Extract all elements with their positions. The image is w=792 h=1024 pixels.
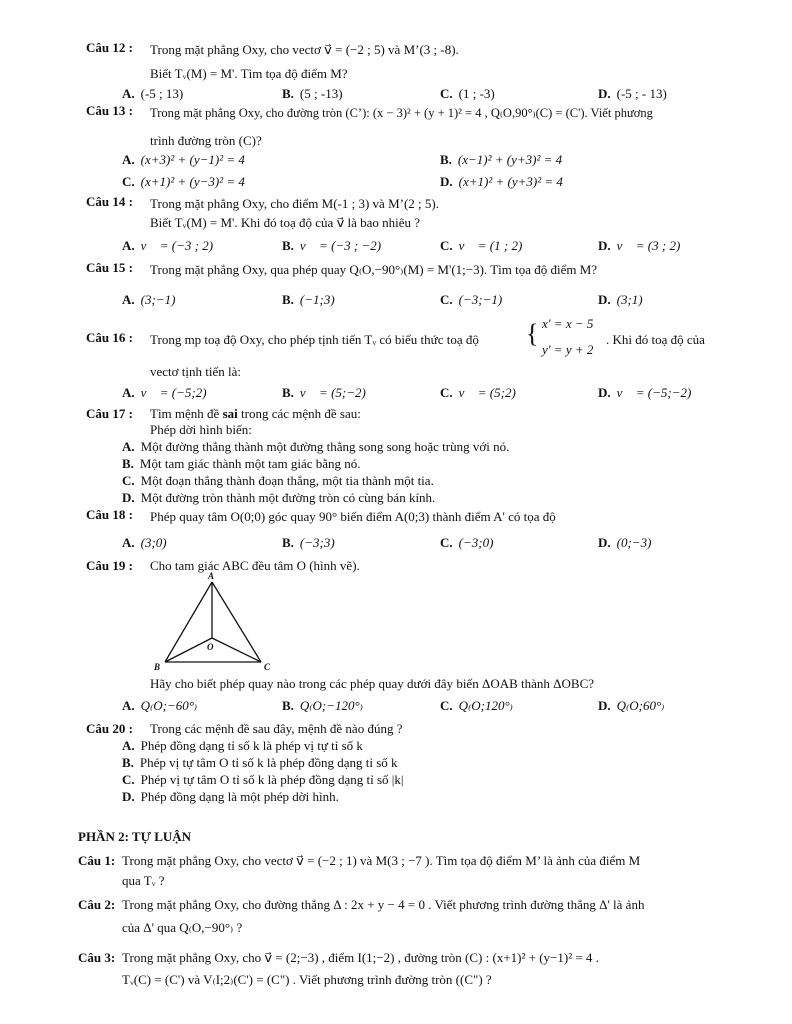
opt-key: B. xyxy=(440,152,452,167)
q19-text2: Hãy cho biết phép quay nào trong các phép quay dưới đây biến ΔOAB thành ΔOBC? xyxy=(150,676,595,691)
essay2-text2: của Δ' qua Q₍O,−90°₎ ? xyxy=(122,920,243,935)
q12-text2: Biết Tᵥ(M) = M'. Tìm tọa độ điểm M? xyxy=(150,66,348,81)
vertex-a-label: A xyxy=(208,571,215,581)
opt-key: B. xyxy=(282,535,294,550)
opt-value: v⃗ = (−3 ; −2) xyxy=(299,238,382,253)
center-o-label: O xyxy=(207,642,214,652)
opt-key: A. xyxy=(122,292,135,307)
q19-text: Cho tam giác ABC đều tâm O (hình vẽ). xyxy=(150,558,360,573)
q14-opt-b[interactable] xyxy=(282,238,381,254)
q16-label: Câu 16 : xyxy=(86,330,133,345)
essay3-label: Câu 3: xyxy=(78,950,116,965)
opt-value: (5 ; -13) xyxy=(299,86,343,101)
opt-key: D. xyxy=(598,535,611,550)
opt-key: D. xyxy=(598,698,611,713)
opt-value: (-5 ; 13) xyxy=(140,86,184,101)
opt-value: (-5 ; - 13) xyxy=(616,86,667,101)
essay1-text2: qua Tᵥ ? xyxy=(122,873,165,888)
opt-value: Phép đồng dạng là một phép dời hình. xyxy=(140,789,339,804)
q15-opt-c[interactable] xyxy=(440,292,502,308)
q19-opt-c[interactable] xyxy=(440,698,513,714)
opt-key: A. xyxy=(122,86,135,101)
q13-text: Trong mặt phẳng Oxy, cho đường tròn (C’): (x − 3)² + (y + 1)² = 4 , Q₍O,90°₎(C) = (C'). Viết phương xyxy=(150,106,653,120)
opt-key: C. xyxy=(440,292,453,307)
opt-key: B. xyxy=(282,238,294,253)
opt-key: D. xyxy=(122,490,135,505)
essay3-text: Trong mặt phẳng Oxy, cho v⃗ = (2;−3) , điểm I(1;−2) , đường tròn (C) : (x+1)² + (y−1)² = 4 . xyxy=(122,950,599,965)
q13-label: Câu 13 : xyxy=(86,103,133,118)
opt-key: C. xyxy=(122,473,135,488)
opt-value: Một tam giác thành một tam giác bằng nó. xyxy=(139,456,361,471)
opt-value: (x+1)² + (y−3)² = 4 xyxy=(140,174,245,189)
q17-text-c: trong các mệnh đề sau: xyxy=(237,406,361,421)
q13-opt-c[interactable] xyxy=(122,174,245,190)
q17-opt-b[interactable] xyxy=(122,456,361,472)
opt-key: A. xyxy=(122,535,135,550)
q13-opt-d[interactable] xyxy=(440,174,563,190)
q18-text: Phép quay tâm O(0;0) góc quay 90° biến điểm A(0;3) thành điểm A' có tọa độ xyxy=(150,509,556,524)
q14-opt-d[interactable] xyxy=(598,238,680,254)
opt-value: Phép vị tự tâm O tỉ số k là phép đồng dạng tỉ số k xyxy=(139,755,398,770)
opt-key: B. xyxy=(122,456,134,471)
q19-opt-b[interactable] xyxy=(282,698,363,714)
q16-opt-b[interactable] xyxy=(282,385,366,401)
q15-opt-d[interactable] xyxy=(598,292,643,308)
opt-value: Phép vị tự tâm O tỉ số k là phép đồng dạng tỉ số |k| xyxy=(140,772,404,787)
q14-label: Câu 14 : xyxy=(86,194,133,209)
opt-value: v⃗ = (3 ; 2) xyxy=(616,238,681,253)
opt-value: v⃗ = (−3 ; 2) xyxy=(140,238,214,253)
opt-key: B. xyxy=(282,86,294,101)
q17-text2: Phép dời hình biến: xyxy=(150,422,252,437)
opt-key: C. xyxy=(440,535,453,550)
opt-key: C. xyxy=(440,385,453,400)
opt-value: v⃗ = (5;2) xyxy=(458,385,516,400)
essay3-text2: Tᵥ(C) = (C') và V₍I;2₎(C') = (C") . Viết phương trình đường tròn ((C") ? xyxy=(122,972,492,987)
opt-key: C. xyxy=(440,86,453,101)
q15-opt-a[interactable] xyxy=(122,292,175,308)
q20-text: Trong các mệnh đề sau đây, mệnh đề nào đúng ? xyxy=(150,721,403,736)
q17-text-a: Tìm mệnh đề xyxy=(150,406,223,421)
opt-key: C. xyxy=(122,772,135,787)
opt-value: (0;−3) xyxy=(616,535,652,550)
essay2-text: Trong mặt phẳng Oxy, cho đường thẳng Δ : 2x + y − 4 = 0 . Viết phương trình đường thẳng Δ' là ảnh xyxy=(122,897,645,912)
part2-title: PHẦN 2: TỰ LUẬN xyxy=(78,829,192,844)
q13-opt-a[interactable] xyxy=(122,152,245,168)
opt-key: A. xyxy=(122,238,135,253)
q19-opt-d[interactable] xyxy=(598,698,664,714)
vertex-b-label: B xyxy=(154,662,161,672)
opt-value: Q₍O;120°₎ xyxy=(458,698,513,713)
q17-opt-d[interactable] xyxy=(122,490,435,506)
q12-opt-b[interactable] xyxy=(282,86,343,102)
q14-opt-a[interactable] xyxy=(122,238,213,254)
q16-opt-a[interactable] xyxy=(122,385,207,401)
opt-value: Phép đồng dạng tỉ số k là phép vị tự tỉ số k xyxy=(140,738,363,753)
q14-opt-c[interactable] xyxy=(440,238,522,254)
q17-text xyxy=(150,406,361,422)
essay1-label: Câu 1: xyxy=(78,853,116,868)
triangle-figure xyxy=(145,570,280,672)
opt-value: (−3;3) xyxy=(299,535,335,550)
q15-text: Trong mặt phẳng Oxy, qua phép quay Q₍O,−90°₎(M) = M'(1;−3). Tìm tọa độ điểm M? xyxy=(150,262,598,277)
opt-value: Q₍O;−60°₎ xyxy=(140,698,198,713)
q20-opt-c[interactable] xyxy=(122,772,403,788)
opt-value: v⃗ = (−5;−2) xyxy=(616,385,692,400)
opt-value: Một đường tròn thành một đường tròn có cùng bán kính. xyxy=(140,490,436,505)
q20-label: Câu 20 : xyxy=(86,721,133,736)
opt-key: C. xyxy=(440,238,453,253)
q16-brace: { xyxy=(526,319,539,348)
q15-label: Câu 15 : xyxy=(86,260,133,275)
opt-value: (−1;3) xyxy=(299,292,335,307)
q18-opt-a[interactable] xyxy=(122,535,167,551)
opt-value: (3;0) xyxy=(140,535,167,550)
opt-key: D. xyxy=(598,385,611,400)
q12-text: Trong mặt phẳng Oxy, cho vectơ v⃗ = (−2 ; 5) và M’(3 ; -8). xyxy=(150,42,459,57)
opt-value: (−3;−1) xyxy=(458,292,503,307)
opt-key: D. xyxy=(598,292,611,307)
q13-opt-b[interactable] xyxy=(440,152,562,168)
q20-opt-d[interactable] xyxy=(122,789,339,805)
q18-opt-c[interactable] xyxy=(440,535,493,551)
opt-value: (3;−1) xyxy=(140,292,176,307)
opt-key: A. xyxy=(122,738,135,753)
opt-value: (x+3)² + (y−1)² = 4 xyxy=(140,152,245,167)
q16-text-b: . Khi đó toạ độ của xyxy=(606,332,705,347)
opt-value: v⃗ = (1 ; 2) xyxy=(458,238,523,253)
opt-value: Q₍O;60°₎ xyxy=(616,698,665,713)
q17-opt-a[interactable] xyxy=(122,439,509,455)
q16-opt-c[interactable] xyxy=(440,385,516,401)
q12-label: Câu 12 : xyxy=(86,40,133,55)
q16-sys1: x' = x − 5 xyxy=(542,316,594,331)
q12-opt-a[interactable] xyxy=(122,86,183,102)
q20-opt-b[interactable] xyxy=(122,755,398,771)
opt-value: (1 ; -3) xyxy=(458,86,495,101)
opt-key: B. xyxy=(122,755,134,770)
vertex-c-label: C xyxy=(264,662,271,672)
q16-text: Trong mp toạ độ Oxy, cho phép tịnh tiến Tᵥ có biểu thức toạ độ xyxy=(150,332,479,347)
q12-opt-c[interactable] xyxy=(440,86,495,102)
q16-sys2: y' = y + 2 xyxy=(542,342,594,357)
opt-key: B. xyxy=(282,292,294,307)
q14-text: Trong mặt phẳng Oxy, cho điểm M(-1 ; 3) và M’(2 ; 5). xyxy=(150,196,439,211)
opt-key: A. xyxy=(122,385,135,400)
opt-key: C. xyxy=(440,698,453,713)
q18-opt-d[interactable] xyxy=(598,535,651,551)
q17-text-bold: sai xyxy=(222,406,238,421)
opt-value: (x+1)² + (y+3)² = 4 xyxy=(458,174,563,189)
opt-value: Một đoạn thẳng thành đoạn thẳng, một tia thành một tia. xyxy=(140,473,434,488)
opt-value: Q₍O;−120°₎ xyxy=(299,698,363,713)
q19-opt-a[interactable] xyxy=(122,698,197,714)
essay1-text: Trong mặt phẳng Oxy, cho vectơ v⃗ = (−2 ; 1) và M(3 ; −7 ). Tìm tọa độ điểm M’ là ảnh của điểm M xyxy=(122,853,641,868)
q17-label: Câu 17 : xyxy=(86,406,133,421)
opt-value: (x−1)² + (y+3)² = 4 xyxy=(457,152,563,167)
q12-opt-d[interactable] xyxy=(598,86,667,102)
opt-value: v⃗ = (5;−2) xyxy=(299,385,366,400)
q19-label: Câu 19 : xyxy=(86,558,133,573)
opt-value: (3;1) xyxy=(616,292,643,307)
opt-key: D. xyxy=(598,238,611,253)
opt-key: D. xyxy=(440,174,453,189)
essay2-label: Câu 2: xyxy=(78,897,116,912)
opt-key: A. xyxy=(122,698,135,713)
opt-key: B. xyxy=(282,385,294,400)
opt-key: B. xyxy=(282,698,294,713)
opt-value: Một đường thẳng thành một đường thẳng song song hoặc trùng với nó. xyxy=(140,439,510,454)
q14-text2: Biết Tᵥ(M) = M'. Khi đó toạ độ của v⃗ là bao nhiêu ? xyxy=(150,215,421,230)
q16-opt-d[interactable] xyxy=(598,385,691,401)
opt-key: A. xyxy=(122,152,135,167)
opt-key: C. xyxy=(122,174,135,189)
q18-label: Câu 18 : xyxy=(86,507,133,522)
q20-opt-a[interactable] xyxy=(122,738,363,754)
q16-text2: vectơ tịnh tiến là: xyxy=(150,364,241,379)
q17-opt-c[interactable] xyxy=(122,473,434,489)
q13-text2: trình đường tròn (C)? xyxy=(150,133,262,148)
opt-key: D. xyxy=(598,86,611,101)
opt-key: A. xyxy=(122,439,135,454)
opt-value: v⃗ = (−5;2) xyxy=(140,385,207,400)
opt-value: (−3;0) xyxy=(458,535,494,550)
q18-opt-b[interactable] xyxy=(282,535,335,551)
q15-opt-b[interactable] xyxy=(282,292,335,308)
opt-key: D. xyxy=(122,789,135,804)
